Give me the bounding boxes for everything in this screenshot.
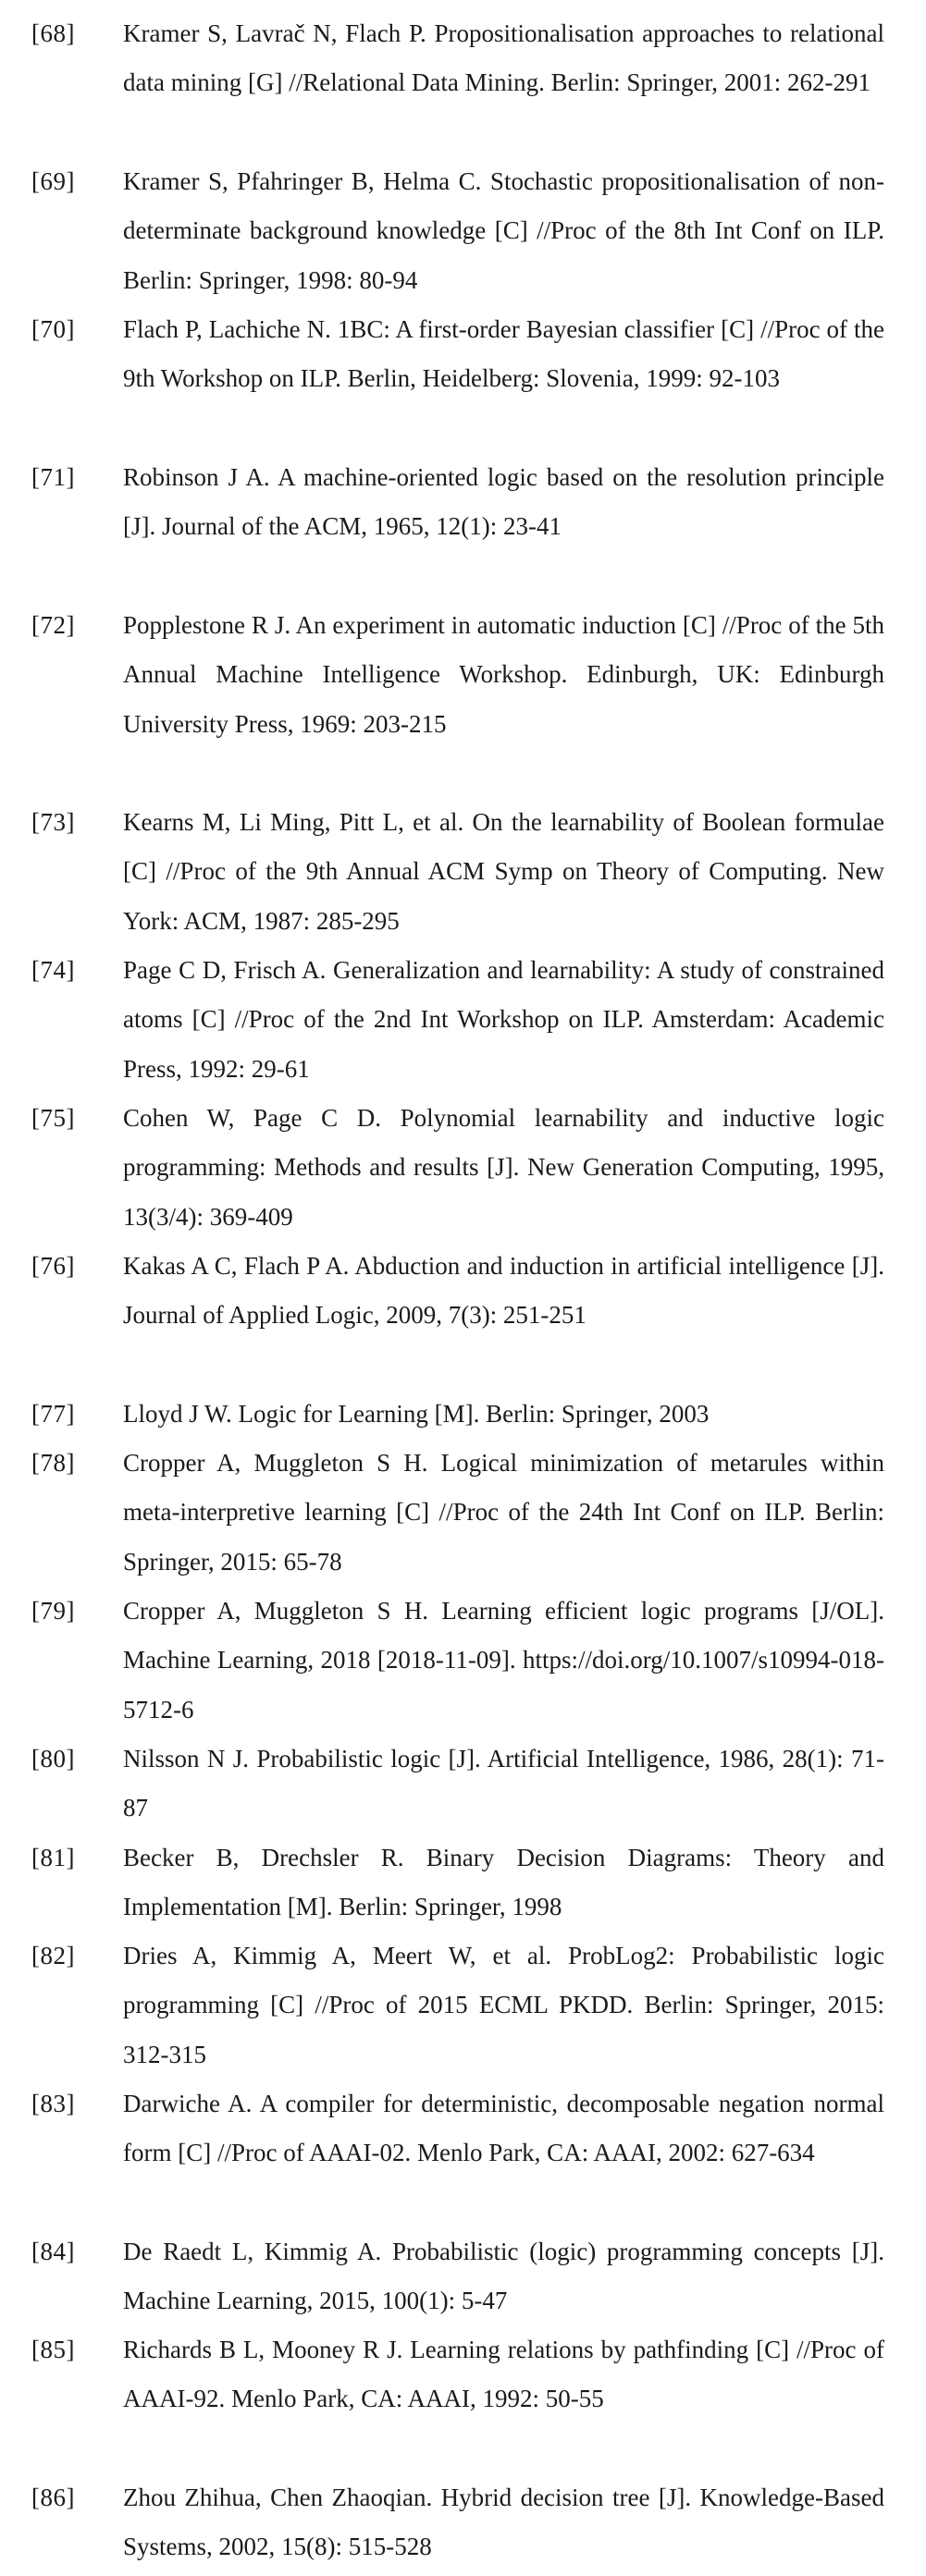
reference-text: Darwiche A. A compiler for deterministic, decomposable negation normal form [C] //Proc of AAAI-02. Menlo Park, CA: AAAI, 2002: 627-634: [123, 2090, 884, 2167]
reference-number: [76]: [31, 1252, 75, 1280]
reference-number: [80]: [31, 1745, 75, 1773]
reference-number: [70]: [31, 315, 75, 343]
reference-text: Nilsson N J. Probabilistic logic [J]. Artificial Intelligence, 1986, 28(1): 71-87: [123, 1745, 884, 1822]
reference-text: De Raedt L, Kimmig A. Probabilistic (logic) programming concepts [J]. Machine Learning, 2015, 100(1): 5-47: [123, 2238, 884, 2315]
reference-text: Kramer S, Lavrač N, Flach P. Propositionalisation approaches to relational data mining [G] //Relational Data Mining. Berlin: Springer, 2001: 262-291: [123, 19, 884, 97]
reference-number: [75]: [31, 1104, 75, 1132]
reference-text: Flach P, Lachiche N. 1BC: A first-order Bayesian classifier [C] //Proc of the 9th Workshop on ILP. Berlin, Heidelberg: Slovenia, 1999: 92-103: [123, 315, 884, 393]
reference-text: Lloyd J W. Logic for Learning [M]. Berlin: Springer, 2003: [123, 1400, 710, 1428]
reference-number: [71]: [31, 463, 75, 491]
reference-text: Cohen W, Page C D. Polynomial learnability and inductive logic programming: Methods and results [J]. New Generation Computing, 1995, 13(3/4): 369-409: [123, 1104, 884, 1231]
reference-text: Popplestone R J. An experiment in automatic induction [C] //Proc of the 5th Annual Machine Intelligence Workshop. Edinburgh, UK: Edinburgh University Press, 1969: 203-215: [123, 611, 884, 738]
reference-text: Kearns M, Li Ming, Pitt L, et al. On the learnability of Boolean formulae [C] //Proc of the 9th Annual ACM Symp on Theory of Computing. New York: ACM, 1987: 285-295: [123, 808, 884, 935]
reference-text: Cropper A, Muggleton S H. Learning efficient logic programs [J/OL]. Machine Learning, 2018 [2018-11-09]. https://doi.org/10.1007/s10994-018-5712-6: [123, 1597, 884, 1723]
reference-number: [79]: [31, 1597, 75, 1625]
reference-text: Robinson J A. A machine-oriented logic based on the resolution principle [J]. Journal of the ACM, 1965, 12(1): 23-41: [123, 463, 884, 541]
reference-text: Page C D, Frisch A. Generalization and learnability: A study of constrained atoms [C] //Proc of the 2nd Int Workshop on ILP. Amsterdam: Academic Press, 1992: 29-61: [123, 956, 884, 1083]
reference-number: [78]: [31, 1449, 75, 1477]
reference-number: [69]: [31, 167, 75, 195]
reference-number: [81]: [31, 1844, 75, 1871]
reference-number: [74]: [31, 956, 75, 984]
reference-number: [84]: [31, 2238, 75, 2265]
reference-text: Dries A, Kimmig A, Meert W, et al. ProbLog2: Probabilistic logic programming [C] //Proc of 2015 ECML PKDD. Berlin: Springer, 2015: 312-315: [123, 1942, 884, 2068]
reference-number: [72]: [31, 611, 75, 639]
reference-number: [85]: [31, 2336, 75, 2363]
reference-text: Richards B L, Mooney R J. Learning relations by pathfinding [C] //Proc of AAAI-92. Menlo Park, CA: AAAI, 1992: 50-55: [123, 2336, 884, 2413]
reference-text: Kramer S, Pfahringer B, Helma C. Stochastic propositionalisation of non-determinate background knowledge [C] //Proc of the 8th Int Conf on ILP. Berlin: Springer, 1998: 80-94: [123, 167, 884, 294]
reference-number: [83]: [31, 2090, 75, 2117]
reference-number: [77]: [31, 1400, 75, 1428]
reference-number: [73]: [31, 808, 75, 836]
reference-number: [82]: [31, 1942, 75, 1969]
reference-text: Becker B, Drechsler R. Binary Decision Diagrams: Theory and Implementation [M]. Berlin: Springer, 1998: [123, 1844, 884, 1921]
reference-number: [68]: [31, 19, 75, 47]
reference-text: Kakas A C, Flach P A. Abduction and induction in artificial intelligence [J]. Journal of Applied Logic, 2009, 7(3): 251-251: [123, 1252, 884, 1330]
reference-text: Zhou Zhihua, Chen Zhaoqian. Hybrid decision tree [J]. Knowledge-Based Systems, 2002, 15(8): 515-528: [123, 2484, 884, 2561]
reference-number: [86]: [31, 2484, 75, 2511]
reference-text: Cropper A, Muggleton S H. Logical minimization of metarules within meta-interpretive learning [C] //Proc of the 24th Int Conf on ILP. Berlin: Springer, 2015: 65-78: [123, 1449, 884, 1576]
